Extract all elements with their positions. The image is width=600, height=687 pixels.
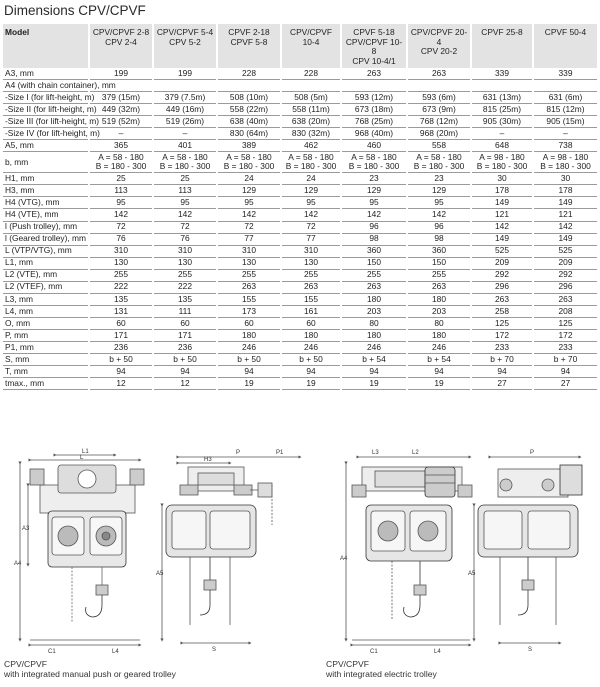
table-cell: 125	[471, 317, 533, 329]
table-cell: 19	[341, 378, 407, 390]
label-a5-electric: A5	[468, 571, 476, 577]
table-row	[3, 173, 597, 185]
table-cell: b + 50	[89, 354, 153, 366]
row-label: -Size II (for lift-height, m)	[5, 103, 97, 114]
table-cell: 246	[341, 341, 407, 353]
row-label: L1, mm	[3, 257, 89, 269]
table-cell: 121	[533, 209, 597, 221]
table-cell: 60	[153, 317, 217, 329]
table-cell: 449 (32m)	[89, 104, 153, 116]
table-cell: 113	[153, 185, 217, 197]
table-row	[3, 305, 597, 317]
table-cell: 25	[89, 173, 153, 185]
table-cell: b + 70	[533, 354, 597, 366]
column-header-model: Model	[3, 24, 89, 68]
table-cell: 24	[281, 173, 341, 185]
table-cell: 95	[281, 197, 341, 209]
table-cell: 815 (25m)	[471, 104, 533, 116]
label-l1: L1	[82, 449, 89, 455]
table-row	[3, 293, 597, 305]
table-cell: 19	[281, 378, 341, 390]
row-label: L2 (VTE), mm	[3, 269, 89, 281]
column-header-7: CPVF 25-8	[471, 24, 533, 68]
label-s: S	[212, 647, 217, 653]
table-cell: 593 (6m)	[407, 92, 471, 104]
table-cell: A = 58 - 180 B = 180 - 300	[281, 152, 341, 173]
row-label: L2 (VTEF), mm	[3, 281, 89, 293]
table-cell: 310	[153, 245, 217, 257]
table-cell: 255	[153, 269, 217, 281]
label-l: L	[80, 455, 84, 461]
table-cell: 638 (20m)	[281, 116, 341, 128]
table-cell: 95	[153, 197, 217, 209]
row-label: -Size I (for lift-height, m)	[5, 91, 95, 102]
table-cell: 142	[471, 221, 533, 233]
table-cell: 631 (13m)	[471, 92, 533, 104]
table-cell: 236	[153, 341, 217, 353]
table-cell: 558 (22m)	[217, 104, 281, 116]
caption-manual-title: CPV/CPVF	[4, 659, 47, 669]
table-cell: 228	[217, 68, 281, 80]
table-header-row	[3, 24, 597, 68]
table-cell: 25	[153, 173, 217, 185]
table-cell: 171	[153, 329, 217, 341]
table-row	[3, 269, 597, 281]
table-cell: –	[471, 128, 533, 140]
table-cell: 263	[217, 281, 281, 293]
table-cell: 72	[153, 221, 217, 233]
table-cell: 129	[407, 185, 471, 197]
table-cell: 95	[407, 197, 471, 209]
table-cell: 180	[407, 293, 471, 305]
table-cell: 142	[533, 221, 597, 233]
label-a3: A3	[22, 526, 30, 532]
table-cell: 768 (12m)	[407, 116, 471, 128]
table-cell: b + 70	[471, 354, 533, 366]
table-cell: 142	[89, 209, 153, 221]
table-cell: 98	[341, 233, 407, 245]
column-header-6: CPV/CPVF 20-4 CPV 20-2	[407, 24, 471, 68]
table-cell: 94	[217, 366, 281, 378]
column-header-5: CPVF 5-18 CPV/CPVF 10-8 CPV 10-4/1	[341, 24, 407, 68]
table-row	[3, 116, 597, 128]
table-cell: 94	[533, 366, 597, 378]
table-cell: 738	[533, 140, 597, 152]
table-cell: 558	[407, 140, 471, 152]
table-cell: 96	[407, 221, 471, 233]
table-cell: 263	[533, 293, 597, 305]
table-cell: 258	[471, 305, 533, 317]
row-label: A3, mm	[3, 68, 89, 80]
table-cell: 222	[153, 281, 217, 293]
table-cell: 199	[153, 68, 217, 80]
table-cell: 12	[89, 378, 153, 390]
table-cell: 209	[533, 257, 597, 269]
table-cell: b + 50	[281, 354, 341, 366]
table-cell: 525	[533, 245, 597, 257]
label-c1: C1	[48, 649, 56, 655]
table-cell: 129	[341, 185, 407, 197]
row-label: H3, mm	[3, 185, 89, 197]
table-cell: 830 (64m)	[217, 128, 281, 140]
table-row	[3, 341, 597, 353]
table-cell: 60	[217, 317, 281, 329]
table-cell: 135	[153, 293, 217, 305]
table-cell: 149	[471, 197, 533, 209]
row-label: b, mm	[3, 152, 89, 173]
table-cell: 23	[407, 173, 471, 185]
table-cell: 76	[153, 233, 217, 245]
table-cell: 815 (12m)	[533, 104, 597, 116]
table-cell: 968 (20m)	[407, 128, 471, 140]
table-cell: 255	[407, 269, 471, 281]
table-cell: 27	[471, 378, 533, 390]
table-row	[3, 80, 597, 92]
table-cell: 263	[281, 281, 341, 293]
table-cell: 292	[471, 269, 533, 281]
caption-electric-trolley	[326, 659, 437, 679]
table-cell: 648	[471, 140, 533, 152]
table-cell: 130	[153, 257, 217, 269]
table-cell: 255	[89, 269, 153, 281]
table-cell: 12	[153, 378, 217, 390]
caption-electric-subtitle: with integrated electric trolley	[326, 669, 437, 679]
table-cell: 130	[89, 257, 153, 269]
table-cell: A = 98 - 180 B = 180 - 300	[533, 152, 597, 173]
row-label: L3, mm	[3, 293, 89, 305]
table-cell: 178	[533, 185, 597, 197]
table-row	[3, 185, 597, 197]
table-cell: 449 (16m)	[153, 104, 217, 116]
label-h3: H3	[204, 457, 212, 463]
table-cell: 462	[281, 140, 341, 152]
table-cell: 150	[407, 257, 471, 269]
table-row	[3, 354, 597, 366]
table-cell: 96	[341, 221, 407, 233]
table-cell: 222	[89, 281, 153, 293]
table-cell: 129	[217, 185, 281, 197]
table-cell: 525	[471, 245, 533, 257]
table-cell: 125	[533, 317, 597, 329]
table-cell: 365	[89, 140, 153, 152]
table-cell: 968 (40m)	[341, 128, 407, 140]
table-cell: 80	[407, 317, 471, 329]
column-header-4: CPV/CPVF 10-4	[281, 24, 341, 68]
table-row	[3, 152, 597, 173]
table-cell: 263	[407, 281, 471, 293]
row-label: -Size IV (for lift-height, m)	[5, 127, 100, 138]
table-cell: 246	[407, 341, 471, 353]
table-cell: b + 54	[407, 354, 471, 366]
table-cell: 246	[217, 341, 281, 353]
table-cell: 673 (18m)	[341, 104, 407, 116]
table-cell: 60	[281, 317, 341, 329]
table-cell: 263	[341, 281, 407, 293]
table-cell: 77	[217, 233, 281, 245]
table-cell: 310	[89, 245, 153, 257]
table-cell: 95	[217, 197, 281, 209]
table-row	[3, 68, 597, 80]
table-cell: 149	[471, 233, 533, 245]
table-row	[3, 221, 597, 233]
table-cell: 255	[217, 269, 281, 281]
row-label: L (VTP/VTG), mm	[3, 245, 89, 257]
drawing-manual-side	[162, 457, 300, 643]
table-cell: 111	[153, 305, 217, 317]
table-cell: 121	[471, 209, 533, 221]
table-cell: A = 58 - 180 B = 180 - 300	[341, 152, 407, 173]
table-cell: 180	[407, 329, 471, 341]
label-l2: L2	[412, 450, 419, 456]
table-cell: 142	[217, 209, 281, 221]
table-cell: –	[89, 128, 153, 140]
label-c1-electric: C1	[370, 649, 378, 655]
table-cell: 199	[89, 68, 153, 80]
table-cell: 263	[407, 68, 471, 80]
table-cell: 519 (26m)	[153, 116, 217, 128]
row-label: A5, mm	[3, 140, 89, 152]
label-a4-electric: A4	[340, 556, 348, 562]
table-cell: 379 (15m)	[89, 92, 153, 104]
table-cell: 94	[281, 366, 341, 378]
table-body	[3, 68, 597, 390]
table-cell: 24	[217, 173, 281, 185]
drawing-electric-side	[474, 457, 582, 643]
table-cell: A = 58 - 180 B = 180 - 300	[217, 152, 281, 173]
label-a5: A5	[156, 571, 164, 577]
table-cell: 673 (9m)	[407, 104, 471, 116]
table-cell: A = 58 - 180 B = 180 - 300	[153, 152, 217, 173]
table-cell: b + 50	[153, 354, 217, 366]
table-cell: 98	[407, 233, 471, 245]
label-s-electric: S	[528, 647, 533, 653]
table-cell: 233	[471, 341, 533, 353]
row-label: P1, mm	[3, 341, 89, 353]
table-row	[3, 329, 597, 341]
table-cell: 209	[471, 257, 533, 269]
table-row	[3, 366, 597, 378]
table-cell: 149	[533, 233, 597, 245]
label-p: P	[236, 450, 241, 456]
table-cell: 155	[281, 293, 341, 305]
table-cell: 296	[471, 281, 533, 293]
table-cell: –	[533, 128, 597, 140]
table-cell: 113	[89, 185, 153, 197]
table-cell: 339	[533, 68, 597, 80]
table-cell: 27	[533, 378, 597, 390]
drawing-electric-front	[346, 457, 472, 645]
table-cell: 233	[533, 341, 597, 353]
table-row	[3, 140, 597, 152]
table-cell: 94	[407, 366, 471, 378]
table-cell: 150	[341, 257, 407, 269]
table-cell: 130	[281, 257, 341, 269]
label-l4-electric: L4	[434, 649, 441, 655]
table-cell: 130	[217, 257, 281, 269]
table-cell: 95	[89, 197, 153, 209]
table-cell: 263	[341, 68, 407, 80]
row-label: S, mm	[3, 354, 89, 366]
table-cell: A = 58 - 180 B = 180 - 300	[407, 152, 471, 173]
table-cell: 180	[341, 293, 407, 305]
table-cell: 292	[533, 269, 597, 281]
table-cell: 129	[281, 185, 341, 197]
table-cell: 142	[153, 209, 217, 221]
table-cell: 77	[281, 233, 341, 245]
table-cell: 172	[533, 329, 597, 341]
table-row	[3, 92, 597, 104]
row-label: l (Push trolley), mm	[3, 221, 89, 233]
row-label: tmax., mm	[3, 378, 89, 390]
table-cell: 172	[471, 329, 533, 341]
table-cell: 72	[281, 221, 341, 233]
drawing-manual-front	[20, 455, 144, 645]
table-cell: 161	[281, 305, 341, 317]
table-cell: 508 (5m)	[281, 92, 341, 104]
table-cell: 768 (25m)	[341, 116, 407, 128]
row-label: T, mm	[3, 366, 89, 378]
table-row	[3, 317, 597, 329]
table-cell: 94	[471, 366, 533, 378]
table-cell: b + 50	[217, 354, 281, 366]
page-title: Dimensions CPV/CPVF	[4, 3, 146, 18]
table-cell: 558 (11m)	[281, 104, 341, 116]
column-header-1: CPV/CPVF 2-8 CPV 2-4	[89, 24, 153, 68]
table-cell: 155	[217, 293, 281, 305]
caption-manual-subtitle: with integrated manual push or geared trolley	[4, 669, 176, 679]
row-label: L4, mm	[3, 305, 89, 317]
row-label: H1, mm	[3, 173, 89, 185]
row-label: P, mm	[3, 329, 89, 341]
table-cell: 236	[89, 341, 153, 353]
column-header-3: CPVF 2-18 CPVF 5-8	[217, 24, 281, 68]
table-cell: 389	[217, 140, 281, 152]
table-cell: 519 (52m)	[89, 116, 153, 128]
table-cell: 508 (10m)	[217, 92, 281, 104]
table-cell: 30	[471, 173, 533, 185]
column-header-2: CPV/CPVF 5-4 CPV 5-2	[153, 24, 217, 68]
table-cell: 142	[407, 209, 471, 221]
table-cell: 263	[471, 293, 533, 305]
table-cell: A = 58 - 180 B = 180 - 300	[89, 152, 153, 173]
table-row	[3, 104, 597, 116]
row-label: H4 (VTE), mm	[3, 209, 89, 221]
label-p1: P1	[276, 450, 284, 456]
table-cell: –	[153, 128, 217, 140]
dimensions-table	[3, 24, 597, 390]
table-cell: 72	[217, 221, 281, 233]
table-cell: 180	[217, 329, 281, 341]
table-cell: 360	[341, 245, 407, 257]
table-cell: A = 98 - 180 B = 180 - 300	[471, 152, 533, 173]
table-cell: 905 (30m)	[471, 116, 533, 128]
label-a4: A4	[14, 561, 22, 567]
table-row	[3, 128, 597, 140]
table-row	[3, 209, 597, 221]
table-cell: 131	[89, 305, 153, 317]
table-cell: 60	[89, 317, 153, 329]
table-row	[3, 245, 597, 257]
table-cell: 76	[89, 233, 153, 245]
table-cell: 95	[341, 197, 407, 209]
table-cell: 460	[341, 140, 407, 152]
table-cell: 310	[281, 245, 341, 257]
table-cell: 19	[407, 378, 471, 390]
table-row	[3, 233, 597, 245]
table-cell: 171	[89, 329, 153, 341]
table-cell: 173	[217, 305, 281, 317]
table-cell: 905 (15m)	[533, 116, 597, 128]
row-label: H4 (VTG), mm	[3, 197, 89, 209]
table-cell: 208	[533, 305, 597, 317]
table-cell: 203	[407, 305, 471, 317]
table-cell: 296	[533, 281, 597, 293]
row-label: l (Geared trolley), mm	[3, 233, 89, 245]
table-cell: 360	[407, 245, 471, 257]
label-l4: L4	[112, 649, 119, 655]
table-cell: 255	[281, 269, 341, 281]
row-label: A4 (with chain container), mm	[3, 80, 597, 92]
table-cell: 246	[281, 341, 341, 353]
caption-electric-title: CPV/CPVF	[326, 659, 369, 669]
table-cell: 255	[341, 269, 407, 281]
table-cell: 80	[341, 317, 407, 329]
table-cell: 178	[471, 185, 533, 197]
table-cell: 631 (6m)	[533, 92, 597, 104]
table-cell: 638 (40m)	[217, 116, 281, 128]
table-cell: 142	[341, 209, 407, 221]
table-cell: 30	[533, 173, 597, 185]
label-p-electric: P	[530, 450, 535, 456]
table-cell: 228	[281, 68, 341, 80]
table-cell: 94	[89, 366, 153, 378]
caption-manual-trolley	[4, 659, 176, 679]
table-cell: 149	[533, 197, 597, 209]
table-row	[3, 281, 597, 293]
table-cell: 830 (32m)	[281, 128, 341, 140]
table-cell: 180	[281, 329, 341, 341]
table-cell: 72	[89, 221, 153, 233]
label-l3: L3	[372, 450, 379, 456]
table-row	[3, 257, 597, 269]
table-cell: 310	[217, 245, 281, 257]
table-cell: 135	[89, 293, 153, 305]
table-row	[3, 197, 597, 209]
table-cell: 379 (7.5m)	[153, 92, 217, 104]
table-cell: 203	[341, 305, 407, 317]
table-row	[3, 378, 597, 390]
technical-drawings	[0, 445, 600, 660]
table-cell: 19	[217, 378, 281, 390]
table-cell: 94	[341, 366, 407, 378]
table-cell: 94	[153, 366, 217, 378]
table-cell: 142	[281, 209, 341, 221]
table-cell: 401	[153, 140, 217, 152]
table-cell: b + 54	[341, 354, 407, 366]
table-cell: 593 (12m)	[341, 92, 407, 104]
table-cell: 339	[471, 68, 533, 80]
row-label: -Size III (for lift-height, m)	[5, 115, 100, 126]
row-label: O, mm	[3, 317, 89, 329]
column-header-8: CPVF 50-4	[533, 24, 597, 68]
table-cell: 180	[341, 329, 407, 341]
table-cell: 23	[341, 173, 407, 185]
